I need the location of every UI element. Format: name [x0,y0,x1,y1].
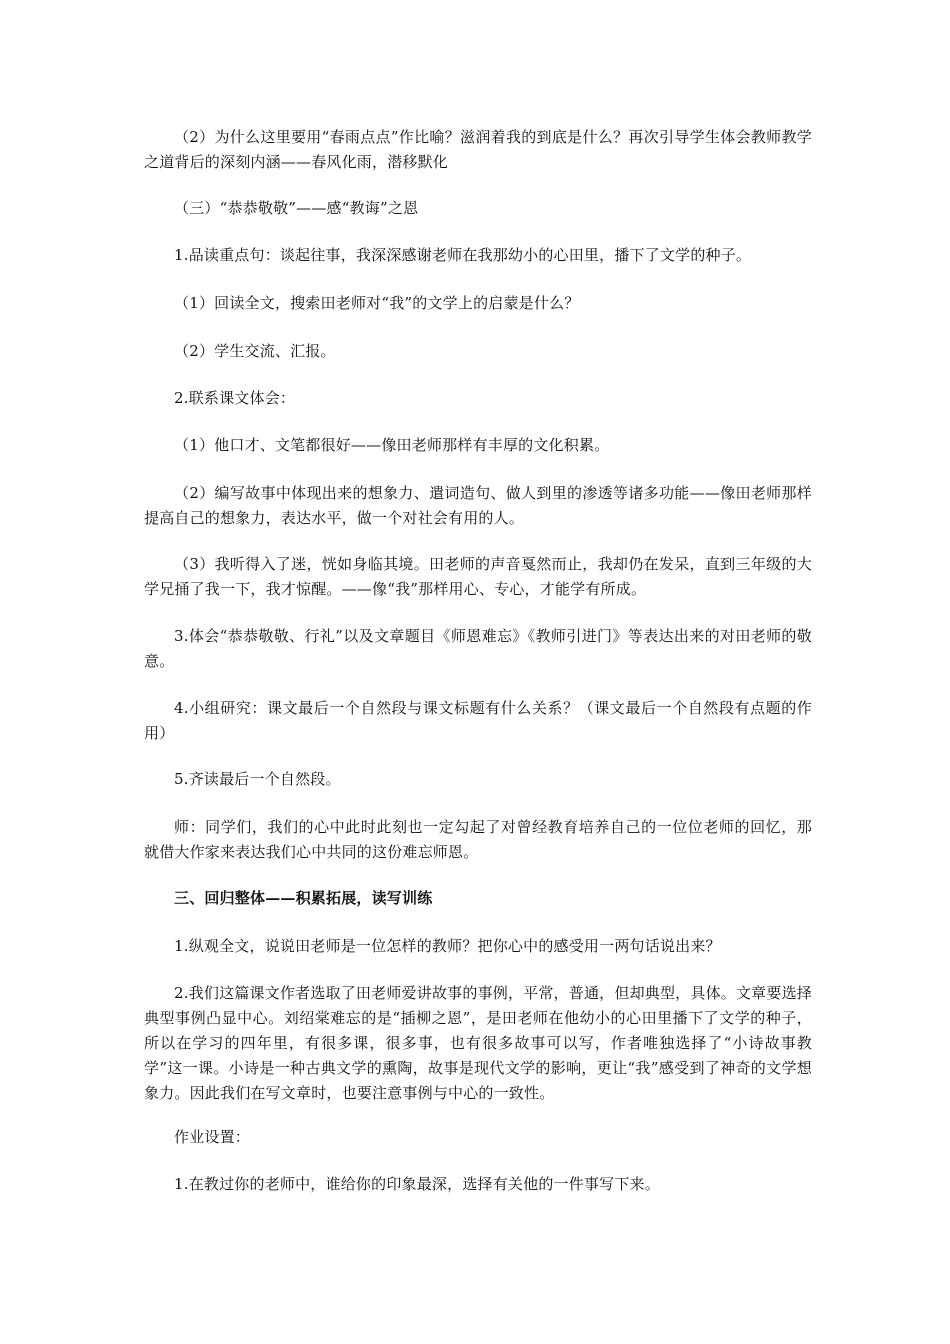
paragraph-teacher-remark: 师：同学们，我们的心中此时此刻也一定勾起了对曾经教育培养自己的一位位老师的回忆，那就借大作家来表达我们心中共同的这份难忘师恩。 [144,818,812,861]
paragraph-student-report: （2）学生交流、汇报。 [174,342,336,360]
paragraph-respect: 3.体会“恭恭敬敬、行礼”以及文章题目《师恩难忘》《教师引进门》等表达出来的对田老师的敬意。 [144,627,812,670]
paragraph-metaphor-question: （2）为什么这里要用“春雨点点”作比喻？滋润着我的到底是什么？再次引导学生体会教师教学之道背后的深刻内涵——春风化雨，潜移默化 [144,128,812,171]
paragraph-key-sentence: 1.品读重点句：谈起往事，我深深感谢老师在我那幼小的心田里，播下了文学的种子。 [174,246,752,264]
paragraph-listening: （3）我听得入了迷，恍如身临其境。田老师的声音戛然而止，我却仍在发呆，直到三年级的大学兄捅了我一下，我才惊醒。——像“我”那样用心、专心，才能学有所成。 [144,555,812,598]
section-heading-review: 三、回归整体——积累拓展，读写训练 [174,889,433,907]
paragraph-reread-question: （1）回读全文，搜索田老师对“我”的文学上的启蒙是什么？ [174,294,580,312]
section-heading-gratitude: （三）“恭恭敬敬”——感“教诲”之恩 [174,199,419,217]
paragraph-read-aloud: 5.齐读最后一个自然段。 [174,770,341,788]
paragraph-typical-example: 2.我们这篇课文作者选取了田老师爱讲故事的事例，平常，普通，但却典型，具体。文章要选择典型事例凸显中心。刘绍棠难忘的是“插柳之恩”，是田老师在他幼小的心田里播下了文学的种子，所以在学习的四年里，有很多课，很多事，也有很多故事可以写，作者唯独选择了“小诗故事教学”这一课。小诗是一种古典文学的熏陶，故事是现代文学的影响，更让“我”感受到了神奇的文学想象力。因此我们在写文章时，也要注意事例与中心的一致性。 [144,984,812,1102]
paragraph-group-study: 4.小组研究：课文最后一个自然段与课文标题有什么关系？（课文最后一个自然段有点题的作用） [144,699,812,742]
paragraph-eloquence: （1）他口才、文笔都很好——像田老师那样有丰厚的文化积累。 [174,436,610,454]
paragraph-overview-question: 1.纵观全文，说说田老师是一位怎样的教师？把你心中的感受用一两句话说出来？ [174,937,721,955]
paragraph-connect-text: 2.联系课文体会： [174,389,296,407]
homework-heading: 作业设置： [174,1128,251,1146]
homework-item-1: 1.在教过你的老师中，谁给你的印象最深，选择有关他的一件事写下来。 [174,1175,660,1193]
paragraph-imagination: （2）编写故事中体现出来的想象力、遣词造句、做人到里的渗透等诸多功能——像田老师那样提高自己的想象力，表达水平，做一个对社会有用的人。 [144,484,812,527]
